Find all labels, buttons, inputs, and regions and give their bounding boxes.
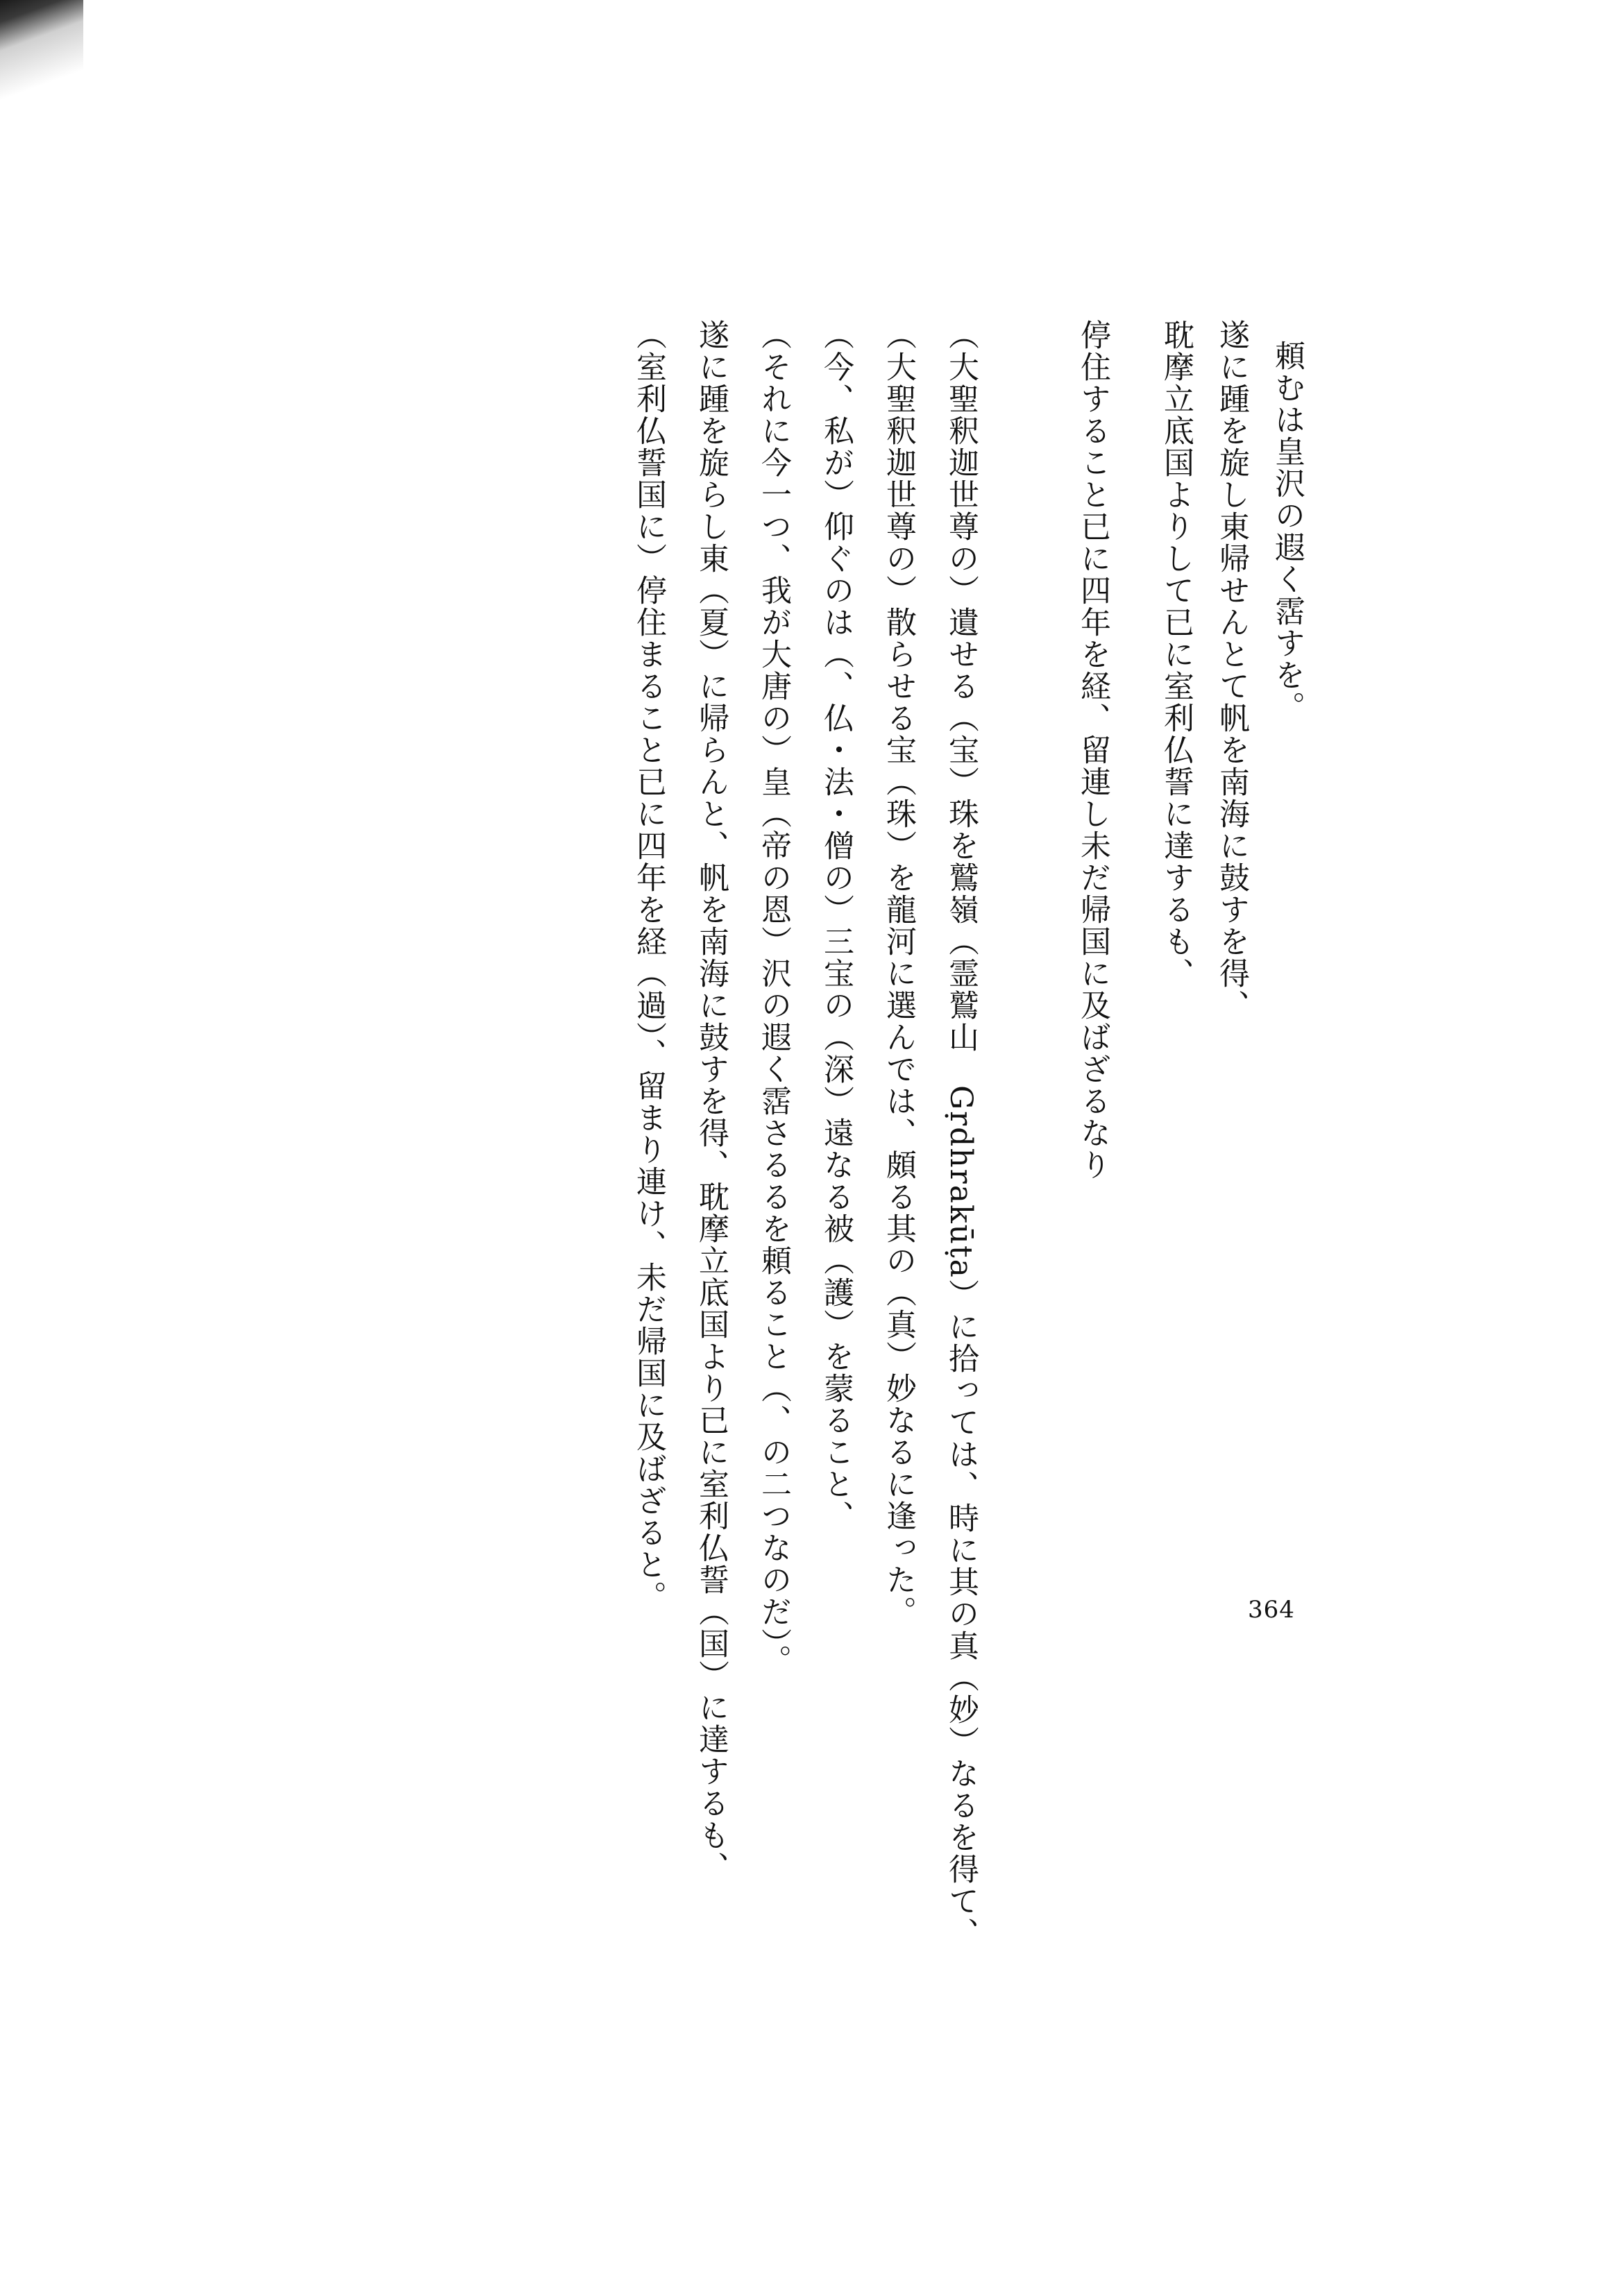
scan-shadow <box>0 0 83 153</box>
original-line-2: 遂に踵を旋し東帰せんとて帆を南海に鼓すを得、 <box>1214 319 1249 1021</box>
original-line-1: 頼むは皇沢の遐く霑すを。 <box>1269 340 1305 723</box>
original-line-3: 耽摩立底国よりして已に室利仏誓に達するも、 <box>1158 319 1194 989</box>
translation-line-4: （それに今一つ、我が大唐の）皇（帝の恩）沢の遐く霑さるるを頼ること（、の二つなのだ）。 <box>756 319 791 1676</box>
translation-line-1: （大聖釈迦世尊の）遺せる（宝）珠を鷲嶺（霊鷲山 Gṛdhrakūṭa）に拾っては、時に其の真（妙）なるを得て、 <box>943 319 979 1949</box>
translation-line-3: （今、私が）仰ぐのは（、仏・法・僧の）三宝の（深）遠なる被（護）を蒙ること、 <box>818 319 854 1532</box>
translation-line-5: 遂に踵を旋らし東（夏）に帰らんと、帆を南海に鼓すを得、耽摩立底国より已に室利仏誓（国）に達するも、 <box>693 319 729 1883</box>
translation-line-2: （大聖釈迦世尊の）散らせる宝（珠）を龍河に選んでは、頗る其の（真）妙なるに逢った。 <box>881 319 916 1628</box>
translation-line-6: （室利仏誓国に）停住まること已に四年を経（過）、留まり連け、未だ帰国に及ばざると。 <box>631 319 666 1613</box>
original-line-4: 停住すること已に四年を経、留連し未だ帰国に及ばざるなり <box>1075 319 1110 1181</box>
page-number: 364 <box>1248 1596 1295 1624</box>
